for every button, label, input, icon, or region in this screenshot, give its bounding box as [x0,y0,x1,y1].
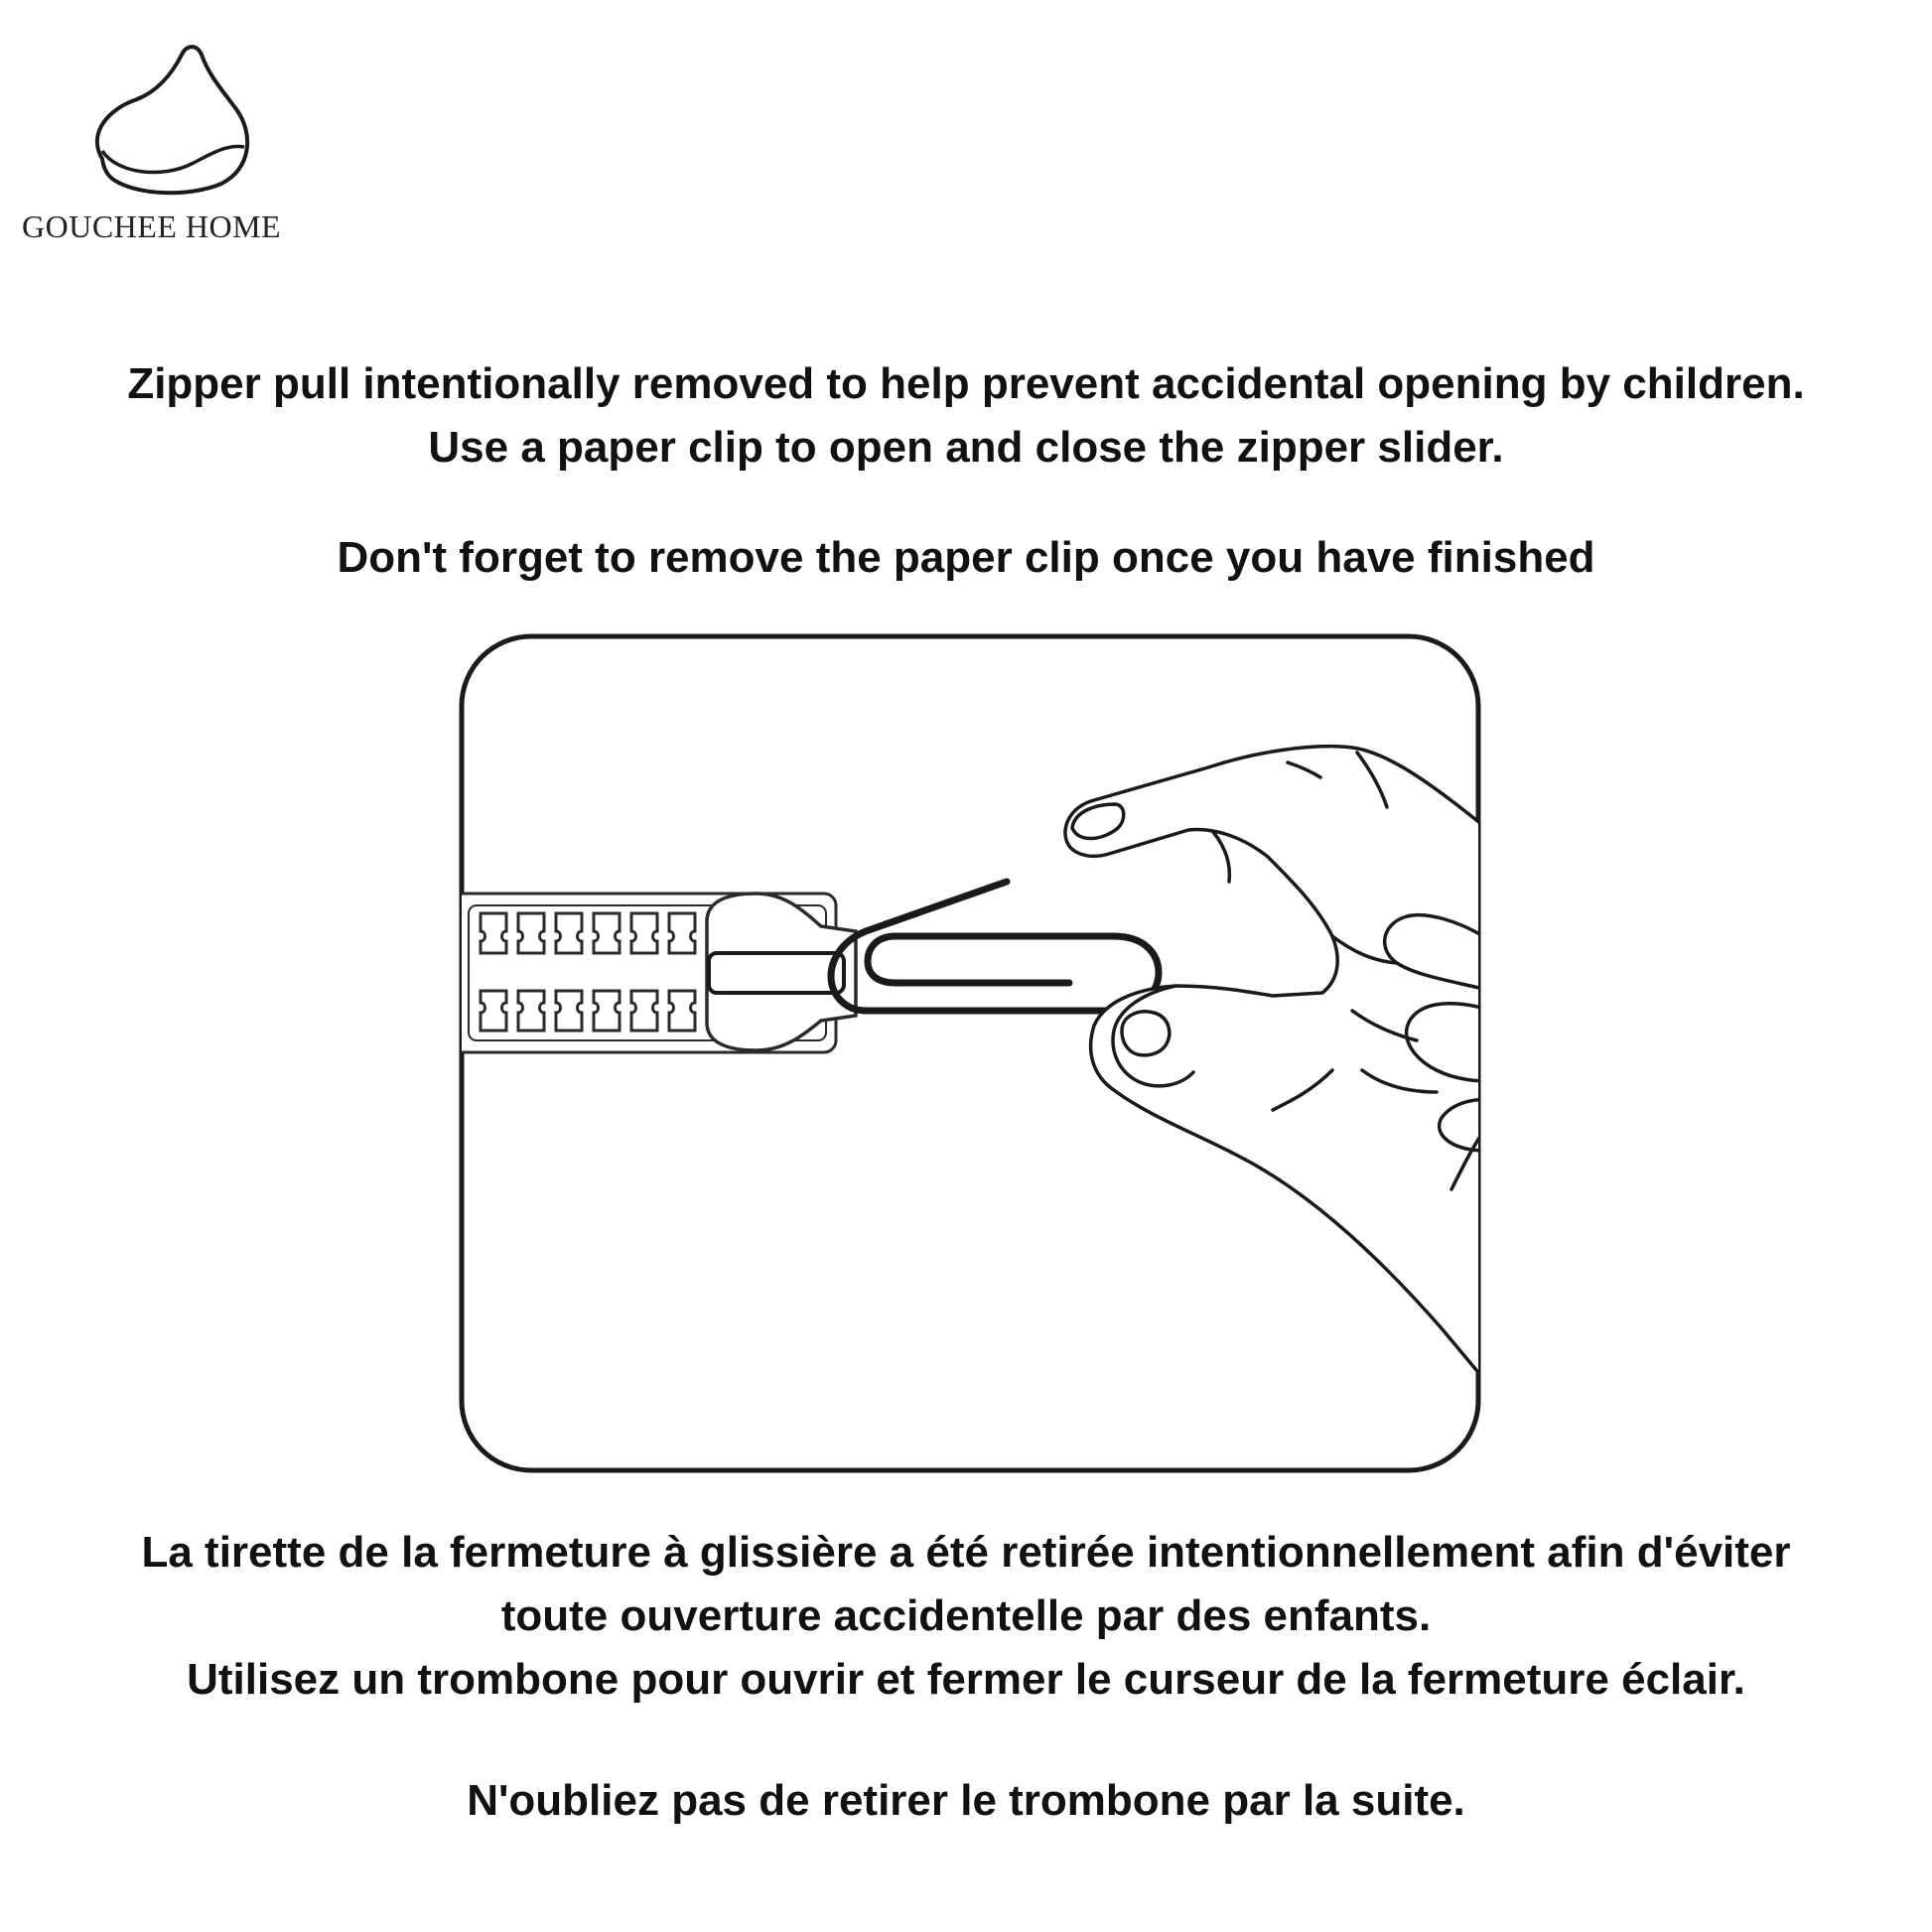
english-instructions [0,352,1932,480]
english-line-2: Use a paper clip to open and close the zipper slider. [428,423,1504,472]
brand-logo [18,40,306,248]
french-line-1: La tirette de la fermeture à glissière a été retirée intentionnellement afin d'éviter [141,1528,1791,1577]
pouf-cushion-icon [77,40,256,199]
french-reminder [0,1769,1932,1833]
brand-name: GOUCHEE HOME [22,208,282,244]
slider-tab [709,953,844,993]
french-instructions [0,1521,1932,1712]
hand-paperclip-zipper-icon [459,633,1481,1473]
english-reminder [0,526,1932,590]
french-line-2: toute ouverture accidentelle par des enfants. [500,1591,1432,1640]
english-reminder-text: Don't forget to remove the paper clip once you have finished [337,533,1595,582]
french-line-3: Utilisez un trombone pour ouvrir et fermer le curseur de la fermeture éclair. [187,1655,1745,1704]
english-line-1: Zipper pull intentionally removed to help prevent accidental opening by children. [127,359,1805,408]
french-reminder-text: N'oubliez pas de retirer le trombone par la suite. [467,1776,1465,1825]
